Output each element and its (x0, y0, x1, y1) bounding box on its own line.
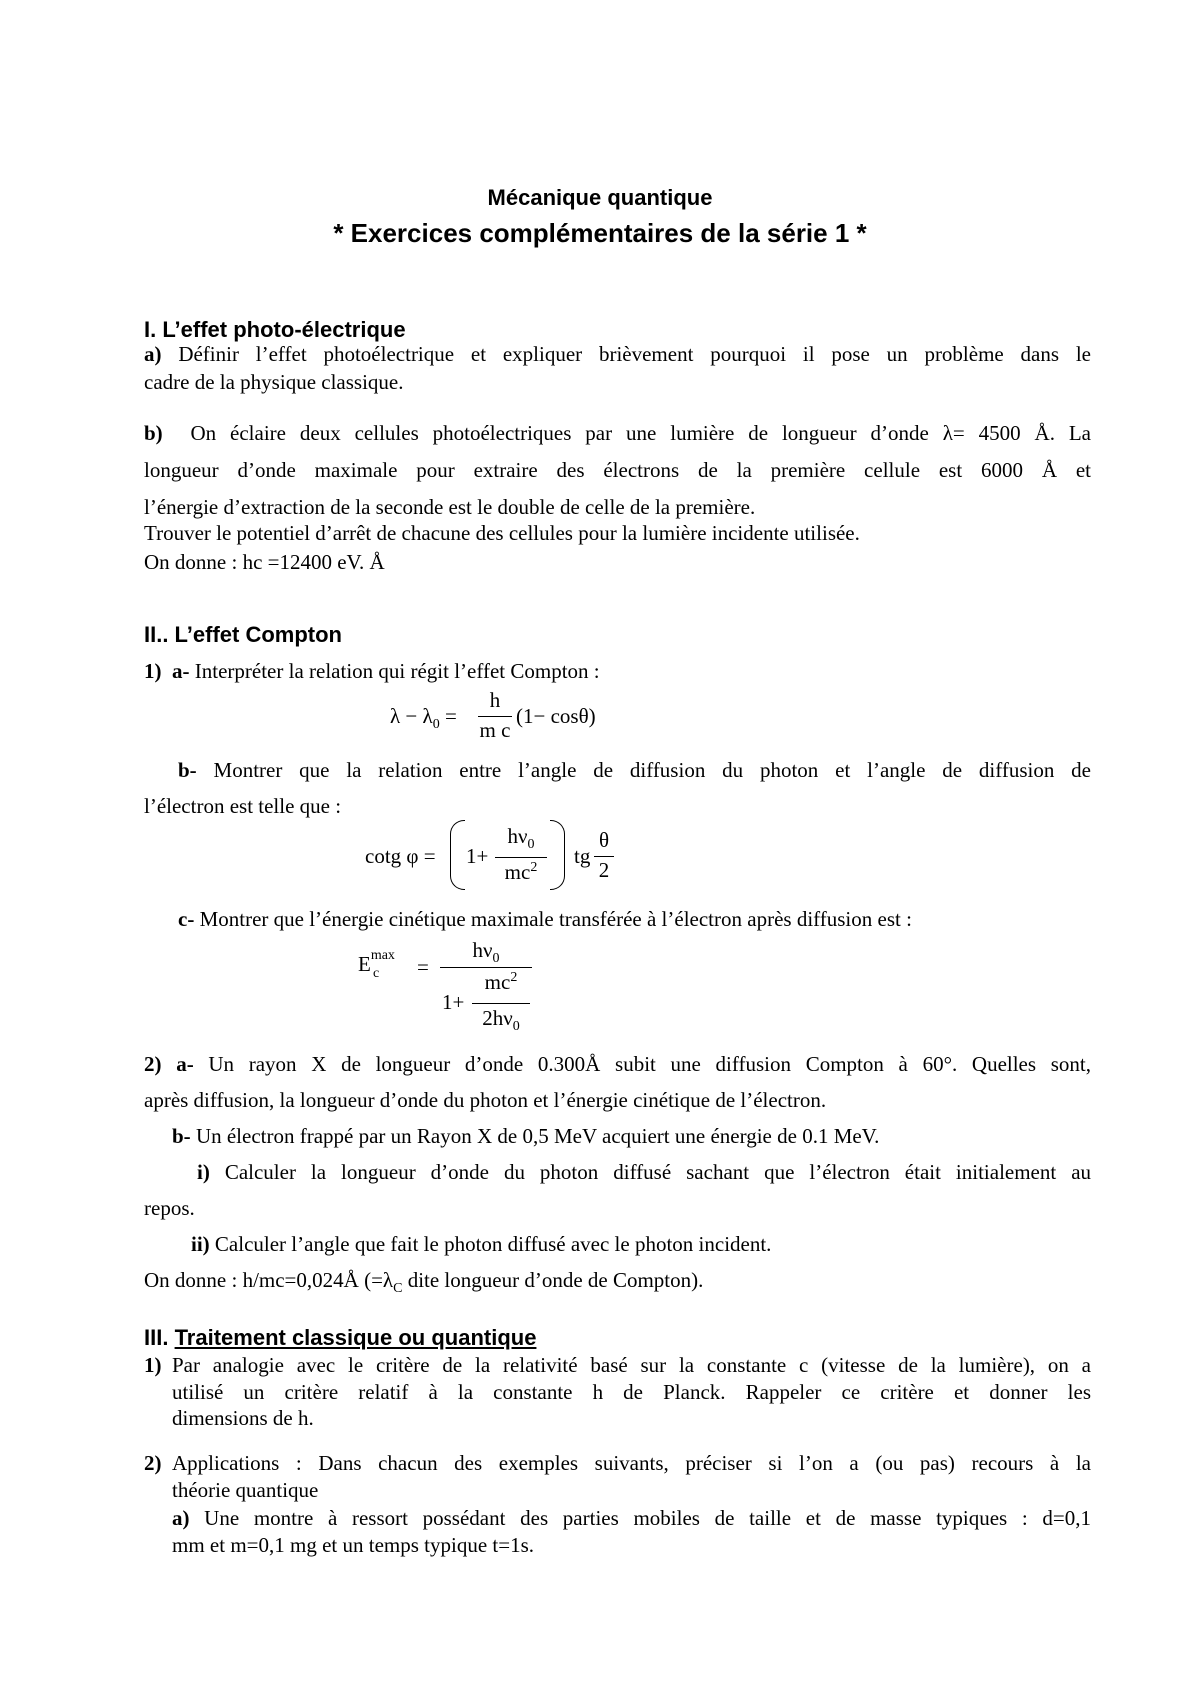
s3-q1-line3: dimensions de h. (172, 1406, 314, 1430)
eq2-num: $h\nu_0$ (507, 824, 535, 853)
s1-a-text: Définir l’effet photoélectrique et expliquer brièvement pourquoi il pose un problème dans le (178, 342, 1092, 366)
s3-heading-num: III. (144, 1325, 169, 1350)
section-3-heading (144, 1325, 536, 1351)
s1-b-line1 (144, 420, 1091, 446)
s2-q2b-text: Un électron frappé par un Rayon X de 0,5 MeV acquiert une énergie de 0.1 MeV. (195, 1124, 880, 1148)
s2-q1-label: 1) (144, 659, 162, 683)
s3-q1-label: 1) (144, 1353, 162, 1377)
eq3-main-bar (440, 967, 532, 968)
s2-q2a-text: Un rayon X de longueur d’onde 0.300Å subit une diffusion Compton à 60°. Quelles sont, (208, 1052, 1091, 1076)
s3-heading-title: Traitement classique ou quantique (174, 1325, 537, 1350)
s2-q2bii-label: ii) (191, 1232, 210, 1256)
s1-a-line1 (144, 341, 1091, 367)
s2-q1c-text: Montrer que l’énergie cinétique maximale transférée à l’électron après diffusion est : (199, 907, 912, 931)
s1-a-line2: cadre de la physique classique. (144, 370, 404, 394)
s2-q2bi-line1 (197, 1159, 1091, 1185)
s1-b-label: b) (144, 421, 163, 445)
s2-q2bi-label: i) (197, 1160, 210, 1184)
eq3-eq: = (417, 955, 429, 979)
s1-b-line2: longueur d’onde maximale pour extraire des électrons de la première cellule est 6000 Å et (144, 458, 1091, 482)
course-title: Mécanique quantique (487, 185, 713, 210)
s3-q2a-label: a) (172, 1506, 190, 1530)
eq1-num: h (489, 688, 501, 712)
s2-q1b-line2: l’électron est telle que : (144, 794, 342, 818)
s1-given: On donne : hc =12400 eV. Å (144, 550, 385, 574)
s2-q1a-line (144, 658, 600, 684)
eq2-one: 1+ (466, 844, 489, 868)
section-1-heading: I. L’effet photo-électrique (144, 317, 406, 342)
eq3-inner-num: $mc^2$ (484, 970, 518, 994)
eq3-inner-den: $2h\nu_0$ (482, 1006, 520, 1035)
eq1-fraction-bar (478, 716, 512, 717)
s3-q1-line2: utilisé un critère relatif à la constante h de Planck. Rappeler ce critère et donner les (172, 1380, 1091, 1404)
s3-q2-line2: théorie quantique (172, 1478, 319, 1502)
eq3-inner-bar (472, 1003, 530, 1004)
eq2-tg: tg (574, 844, 591, 868)
eq2-tnum: θ (598, 828, 610, 852)
s3-q2a-line2: mm et m=0,1 mg et un temps typique t=1s. (172, 1533, 534, 1557)
s2-q2b-label: b- (172, 1124, 191, 1148)
eq1-rhs: (1− cosθ) (516, 704, 596, 728)
eq2-left-paren (450, 820, 465, 890)
s3-q2-line1: Applications : Dans chacun des exemples suivants, préciser si l’on a (ou pas) recours à la (172, 1451, 1091, 1475)
eq2-den: $mc^2$ (504, 860, 538, 884)
s2-q1a-text: Interpréter la relation qui régit l’effet Compton : (194, 659, 600, 683)
eq2-fraction-bar (495, 857, 547, 858)
s1-a-label: a) (144, 342, 162, 366)
s2-q2a-label: a- (176, 1052, 194, 1076)
s3-q2-label: 2) (144, 1451, 162, 1475)
s2-q1b-line1 (178, 757, 1091, 783)
eq3-lhs-sub: c (373, 966, 380, 981)
eq3-one: 1+ (442, 990, 465, 1014)
s2-q2-label: 2) (144, 1052, 162, 1076)
eq3-num: $h\nu_0$ (472, 938, 500, 967)
eq1-den: m c (479, 718, 511, 742)
eq2-right-paren (550, 820, 565, 890)
s2-q2bii-line (191, 1231, 771, 1257)
s2-q2a-line1 (144, 1051, 1091, 1077)
s1-b-text: On éclaire deux cellules photoélectriques par une lumière de longueur d’onde λ= 4500 Å. La (190, 421, 1091, 445)
s1-b-line4: Trouver le potentiel d’arrêt de chacune des cellules pour la lumière incidente utilisée. (144, 521, 860, 545)
s3-q1-line1: Par analogie avec le critère de la relativité basé sur la constante c (vitesse de la lumière), on a (172, 1353, 1091, 1377)
s2-q2b-line (172, 1123, 879, 1149)
s2-q2bi-text: Calculer la longueur d’onde du photon diffusé sachant que l’électron était initialement au (224, 1160, 1092, 1184)
eq1-lhs: $\lambda - \lambda_0$ = (390, 704, 457, 733)
eq3-lhs: $E^{max}$ (358, 948, 395, 976)
section-2-heading: II.. L’effet Compton (144, 622, 342, 647)
s3-q2a-line1 (172, 1505, 1091, 1531)
s2-q1b-text: Montrer que la relation entre l’angle de diffusion du photon et l’angle de diffusion de (213, 758, 1092, 782)
series-title: * Exercices complémentaires de la série 1 * (333, 218, 867, 248)
eq2-tden: 2 (598, 858, 610, 882)
s2-q1a-label: a- (172, 659, 190, 683)
s2-q2a-line2: après diffusion, la longueur d’onde du photon et l’énergie cinétique de l’électron. (144, 1088, 827, 1112)
s2-q1b-label: b- (178, 758, 197, 782)
s1-b-line3: l’énergie d’extraction de la seconde est le double de celle de la première. (144, 495, 756, 519)
eq2-t-bar (594, 856, 614, 857)
s2-q1c-line (178, 906, 912, 932)
s3-q2a-text: Une montre à ressort possédant des parties mobiles de taille et de masse typiques : d=0,1 (204, 1506, 1091, 1530)
s2-given: On donne : h/mc=0,024Å ($=\lambda_C$ dite longueur d’onde de Compton). (144, 1268, 704, 1297)
s2-q2bi-line2: repos. (144, 1196, 195, 1220)
s2-q2bii-text: Calculer l’angle que fait le photon diffusé avec le photon incident. (214, 1232, 772, 1256)
eq2-lhs: cotg φ = (365, 844, 436, 868)
s2-q1c-label: c- (178, 907, 195, 931)
